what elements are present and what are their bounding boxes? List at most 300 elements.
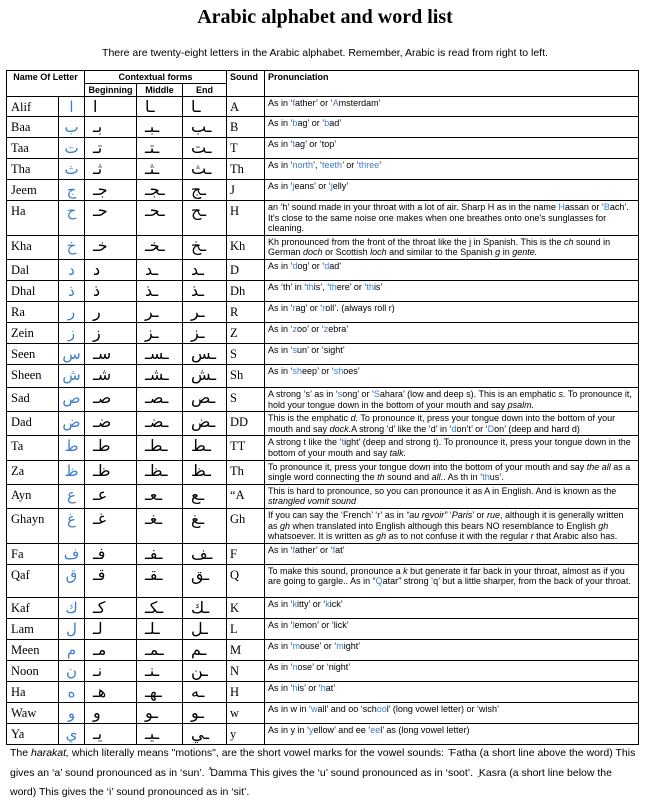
letter-row bbox=[7, 159, 639, 180]
text-segment: As in ‘ bbox=[268, 139, 293, 149]
letter-sound: K bbox=[227, 597, 265, 618]
letter-end-form: ـي bbox=[191, 723, 210, 743]
text-segment: z bbox=[292, 323, 298, 334]
letter-beginning-form: خـ bbox=[93, 235, 108, 255]
text-segment: ight’ bbox=[343, 640, 361, 651]
letter-end-form-cell bbox=[183, 564, 227, 597]
letter-beginning-form: و bbox=[93, 702, 101, 722]
text-segment: A strong t like the ‘ bbox=[268, 437, 342, 448]
letter-row bbox=[7, 723, 639, 744]
text-segment: on’ (deep and hard d) bbox=[494, 423, 580, 434]
letter-end-form: ـز bbox=[191, 322, 205, 342]
letter-beginning-form-cell bbox=[85, 508, 137, 543]
letter-beginning-form-cell bbox=[85, 484, 137, 508]
letter-pronunciation bbox=[265, 702, 639, 723]
text-segment: sound and bbox=[384, 472, 432, 483]
text-segment: or Scottish bbox=[322, 247, 371, 258]
letter-beginning-form: هـ bbox=[93, 681, 107, 701]
letter-beginning-form-cell bbox=[85, 235, 137, 259]
letter-beginning-form: شـ bbox=[93, 364, 112, 384]
letter-row bbox=[7, 201, 639, 236]
letter-sound: J bbox=[227, 180, 265, 201]
text-segment: all’ and oo ‘sch bbox=[317, 703, 377, 714]
text-segment: As in ‘ bbox=[268, 302, 293, 313]
letter-name: Jeem bbox=[7, 180, 59, 201]
text-segment: d. bbox=[350, 413, 359, 424]
text-segment: To pronounce it, press your tongue down into the bottom of your mouth and say bbox=[268, 413, 616, 434]
letter-row bbox=[7, 484, 639, 508]
letter-name: Ya bbox=[7, 723, 59, 744]
text-segment: loch bbox=[370, 247, 387, 258]
letter-isolated-cell bbox=[59, 543, 85, 564]
text-segment: j bbox=[292, 181, 295, 191]
letter-row bbox=[7, 97, 639, 117]
text-segment: As in ‘ bbox=[268, 661, 293, 672]
letter-end-form-cell bbox=[183, 117, 227, 138]
text-segment: ather’ or ‘ bbox=[295, 98, 333, 108]
letter-row bbox=[7, 235, 639, 259]
letter-name: Waw bbox=[7, 702, 59, 723]
letter-isolated: ذ bbox=[68, 281, 75, 300]
letter-end-form: ـو bbox=[191, 702, 204, 722]
letter-middle-form-cell bbox=[137, 159, 183, 180]
text-segment: us’. bbox=[489, 472, 504, 483]
letter-row bbox=[7, 702, 639, 723]
letter-row bbox=[7, 412, 639, 436]
text-segment: ad’ bbox=[329, 118, 342, 128]
text-segment: As in ‘ bbox=[268, 344, 293, 355]
text-segment: As in ‘ bbox=[268, 323, 293, 334]
letter-sound: “A bbox=[227, 484, 265, 508]
letter-end-form: ـح bbox=[191, 201, 207, 220]
letter-name: Noon bbox=[7, 660, 59, 681]
letter-pronunciation bbox=[265, 97, 639, 117]
letter-beginning-form: بـ bbox=[93, 117, 103, 136]
letter-beginning-form-cell bbox=[85, 301, 137, 322]
letter-name: Kaf bbox=[7, 597, 59, 618]
letter-pronunciation bbox=[265, 597, 639, 618]
letter-middle-form-cell bbox=[137, 138, 183, 159]
text-segment: r bbox=[292, 302, 296, 313]
text-segment: ag’ or ‘ bbox=[295, 302, 323, 313]
letter-sound: Kh bbox=[227, 235, 265, 259]
letter-end-form-cell bbox=[183, 280, 227, 301]
text-segment: Q bbox=[375, 576, 383, 587]
letter-beginning-form: ضـ bbox=[93, 412, 112, 432]
letter-pronunciation bbox=[265, 364, 639, 387]
text-segment: ouse’ or ‘ bbox=[300, 640, 337, 651]
text-segment: msterdam’ bbox=[338, 98, 381, 108]
letter-row bbox=[7, 301, 639, 322]
letter-end-form: ـج bbox=[191, 180, 207, 199]
letter-end-form: ـب bbox=[191, 117, 212, 136]
letter-middle-form: ـنـ bbox=[145, 660, 160, 680]
letter-beginning-form-cell bbox=[85, 259, 137, 280]
text-segment: b bbox=[324, 118, 330, 128]
letter-isolated-cell bbox=[59, 117, 85, 138]
letter-row bbox=[7, 387, 639, 411]
letter-middle-form-cell bbox=[137, 364, 183, 387]
letter-end-form-cell bbox=[183, 436, 227, 460]
letter-middle-form-cell bbox=[137, 235, 183, 259]
letter-sound: Th bbox=[227, 460, 265, 484]
text-segment: harakat, bbox=[31, 747, 69, 759]
header-beginning: Beginning bbox=[85, 84, 137, 97]
letter-middle-form-cell bbox=[137, 543, 183, 564]
letter-isolated: د bbox=[68, 260, 75, 279]
letter-isolated: ح bbox=[66, 202, 77, 220]
letter-pronunciation bbox=[265, 564, 639, 597]
letter-sound: F bbox=[227, 543, 265, 564]
letter-middle-form: ـكـ bbox=[145, 597, 164, 617]
text-segment: gh bbox=[598, 520, 609, 531]
text-segment: h bbox=[292, 682, 298, 693]
letter-end-form-cell bbox=[183, 639, 227, 660]
letter-middle-form: ـلـ bbox=[145, 618, 160, 638]
letter-end-form: ـس bbox=[191, 343, 217, 363]
text-segment: ellow’ and ee ‘ bbox=[313, 724, 371, 735]
text-segment: is’, ‘ bbox=[313, 281, 330, 292]
text-segment: ather’ or ‘ bbox=[295, 544, 333, 555]
letter-isolated: ز bbox=[67, 323, 76, 342]
letter-isolated-cell bbox=[59, 180, 85, 201]
text-segment: k bbox=[403, 565, 408, 576]
letter-middle-form-cell bbox=[137, 412, 183, 436]
text-segment: k bbox=[325, 598, 330, 609]
harakat-note bbox=[10, 744, 640, 803]
letter-pronunciation bbox=[265, 280, 639, 301]
letter-name: Meen bbox=[7, 639, 59, 660]
letter-name: Dal bbox=[7, 259, 59, 280]
letter-sound: N bbox=[227, 660, 265, 681]
letter-row bbox=[7, 639, 639, 660]
letter-beginning-form: طـ bbox=[93, 436, 111, 456]
letter-name: Lam bbox=[7, 618, 59, 639]
letter-isolated-cell bbox=[59, 484, 85, 508]
letter-middle-form-cell bbox=[137, 343, 183, 364]
letter-sound: H bbox=[227, 681, 265, 702]
text-segment: as to not confuse it with the regular bbox=[386, 531, 531, 542]
text-segment: D bbox=[487, 423, 495, 434]
letter-isolated-cell bbox=[59, 618, 85, 639]
text-segment: ick’ bbox=[329, 598, 343, 609]
letter-beginning-form-cell bbox=[85, 702, 137, 723]
letter-beginning-form-cell bbox=[85, 117, 137, 138]
letter-isolated-cell bbox=[59, 343, 85, 364]
letter-end-form-cell bbox=[183, 460, 227, 484]
header-end: End bbox=[183, 84, 227, 97]
letter-row bbox=[7, 543, 639, 564]
letter-pronunciation bbox=[265, 639, 639, 660]
text-segment: ad’ bbox=[329, 260, 342, 271]
letter-end-form-cell bbox=[183, 301, 227, 322]
letter-middle-form-cell bbox=[137, 618, 183, 639]
text-segment: As in ‘ bbox=[268, 98, 293, 108]
letter-middle-form-cell bbox=[137, 508, 183, 543]
letter-end-form-cell bbox=[183, 723, 227, 744]
letter-isolated-cell bbox=[59, 97, 85, 117]
text-segment: As in ‘ bbox=[268, 181, 293, 191]
letter-beginning-form-cell bbox=[85, 460, 137, 484]
letter-sound: y bbox=[227, 723, 265, 744]
text-segment: which literally means "motions", are the short vowel marks for the vowel sounds: bbox=[68, 747, 447, 759]
letter-row bbox=[7, 564, 639, 597]
text-segment: th bbox=[377, 472, 385, 483]
letter-beginning-form: لـ bbox=[93, 618, 103, 638]
letter-middle-form-cell bbox=[137, 301, 183, 322]
text-segment: A strong ‘s’ as in ‘ bbox=[268, 388, 338, 399]
letter-end-form: ـش bbox=[191, 364, 217, 384]
text-segment: m bbox=[336, 640, 344, 651]
text-segment: ong’ or ‘ bbox=[342, 388, 374, 399]
letter-middle-form: ـفـ bbox=[145, 543, 163, 563]
letter-isolated: ف bbox=[63, 544, 80, 563]
letter-middle-form: ـبـ bbox=[145, 117, 160, 136]
letter-beginning-form-cell bbox=[85, 387, 137, 411]
letter-middle-form-cell bbox=[137, 564, 183, 597]
letter-name: Sad bbox=[7, 387, 59, 411]
letter-isolated-cell bbox=[59, 201, 85, 236]
letter-sound: Q bbox=[227, 564, 265, 597]
text-segment: A bbox=[332, 98, 339, 108]
text-segment: ose’ or ‘night’ bbox=[297, 661, 351, 672]
letter-end-form-cell bbox=[183, 508, 227, 543]
letter-middle-form-cell bbox=[137, 280, 183, 301]
text-segment: ch bbox=[564, 236, 574, 247]
letter-row bbox=[7, 618, 639, 639]
letter-end-form-cell bbox=[183, 681, 227, 702]
letter-beginning-form-cell bbox=[85, 280, 137, 301]
text-segment: y bbox=[309, 724, 314, 735]
letter-beginning-form-cell bbox=[85, 564, 137, 597]
letter-beginning-form: ظـ bbox=[93, 460, 111, 480]
letter-beginning-form: تـ bbox=[93, 138, 103, 157]
letter-beginning-form: سـ bbox=[93, 343, 112, 363]
text-segment: is’ or ‘ bbox=[297, 682, 321, 693]
text-segment: sh bbox=[333, 365, 344, 376]
letter-isolated-cell bbox=[59, 723, 85, 744]
text-segment: This is the emphatic bbox=[268, 413, 351, 424]
text-segment: Paris bbox=[451, 509, 473, 520]
letter-pronunciation bbox=[265, 138, 639, 159]
text-segment: As in y in ‘ bbox=[268, 724, 310, 735]
letter-name: Baa bbox=[7, 117, 59, 138]
letter-sound: Z bbox=[227, 322, 265, 343]
text-segment: Damma This gives the ‘u’ sound pronounced as in ‘soot’. bbox=[207, 766, 476, 779]
letter-name: Fa bbox=[7, 543, 59, 564]
letter-end-form-cell bbox=[183, 484, 227, 508]
letter-isolated-cell bbox=[59, 301, 85, 322]
text-segment: ag’ or ‘ bbox=[297, 118, 325, 128]
letter-row bbox=[7, 322, 639, 343]
text-segment: B bbox=[603, 202, 610, 212]
letter-pronunciation bbox=[265, 723, 639, 744]
letter-beginning-form: يـ bbox=[93, 723, 103, 743]
letter-middle-form: ـو bbox=[145, 702, 158, 722]
letter-beginning-form: نـ bbox=[93, 660, 103, 680]
letter-end-form: ـا bbox=[191, 97, 201, 116]
letter-sound: A bbox=[227, 97, 265, 117]
text-segment: ’, ‘ bbox=[313, 160, 323, 170]
letter-end-form: ـظ bbox=[191, 460, 211, 480]
letter-middle-form: ـصـ bbox=[145, 387, 169, 407]
text-segment: rue bbox=[486, 509, 500, 520]
text-segment: f bbox=[332, 544, 336, 555]
letter-beginning-form-cell bbox=[85, 723, 137, 744]
letter-row bbox=[7, 364, 639, 387]
letter-middle-form: ـخـ bbox=[145, 235, 165, 255]
letter-end-form: ـغ bbox=[191, 508, 205, 528]
letter-isolated: و bbox=[67, 703, 76, 722]
text-segment: eep’ or ‘ bbox=[302, 365, 334, 376]
text-segment: in bbox=[500, 247, 513, 258]
letter-middle-form-cell bbox=[137, 117, 183, 138]
header-middle: Middle bbox=[137, 84, 183, 97]
letter-beginning-form-cell bbox=[85, 412, 137, 436]
text-segment: whatsoever. It is written as bbox=[268, 531, 377, 542]
letter-isolated-cell bbox=[59, 280, 85, 301]
text-segment: oo’ or ‘ bbox=[297, 323, 324, 334]
letter-isolated-cell bbox=[59, 508, 85, 543]
text-segment: As in ‘ bbox=[268, 544, 293, 555]
letter-middle-form-cell bbox=[137, 97, 183, 117]
text-segment: e bbox=[424, 509, 430, 520]
text-segment: og’ or ‘ bbox=[297, 260, 325, 271]
letter-isolated: ص bbox=[62, 388, 81, 407]
letter-end-form-cell bbox=[183, 660, 227, 681]
text-segment: gh bbox=[376, 531, 387, 542]
letter-pronunciation bbox=[265, 180, 639, 201]
letter-row bbox=[7, 660, 639, 681]
letter-middle-form: ـر bbox=[145, 301, 159, 321]
text-segment: at’ bbox=[325, 682, 336, 693]
text-segment: oes’ bbox=[343, 365, 360, 376]
letter-row bbox=[7, 343, 639, 364]
letter-beginning-form: ر bbox=[93, 301, 101, 321]
letter-sound: H bbox=[227, 201, 265, 236]
letter-middle-form-cell bbox=[137, 681, 183, 702]
letter-end-form: ـخ bbox=[191, 235, 207, 255]
letter-beginning-form-cell bbox=[85, 201, 137, 236]
letter-beginning-form-cell bbox=[85, 180, 137, 201]
letter-isolated-cell bbox=[59, 322, 85, 343]
letter-row bbox=[7, 597, 639, 618]
text-segment: eans’ or ‘ bbox=[294, 181, 331, 191]
letter-pronunciation bbox=[265, 508, 639, 543]
text-segment: atar” strong ‘q’ but a little sharper, from the back of your throat. bbox=[382, 576, 631, 587]
text-segment: H bbox=[558, 202, 565, 212]
text-segment: t bbox=[292, 139, 296, 149]
text-segment: th bbox=[366, 281, 374, 292]
letter-middle-form-cell bbox=[137, 436, 183, 460]
text-segment: k bbox=[292, 598, 298, 609]
letter-name: Kha bbox=[7, 235, 59, 259]
letter-beginning-form-cell bbox=[85, 138, 137, 159]
text-segment: “au r bbox=[406, 509, 425, 520]
text-segment: ’ or ‘ bbox=[342, 160, 359, 170]
text-segment: s bbox=[337, 388, 343, 399]
text-segment: w bbox=[311, 703, 318, 714]
letter-row bbox=[7, 681, 639, 702]
letter-beginning-form: ثـ bbox=[93, 159, 103, 178]
text-segment: that Arabic also has. bbox=[533, 531, 618, 542]
text-segment: gh bbox=[280, 520, 291, 531]
letter-middle-form-cell bbox=[137, 460, 183, 484]
letter-pronunciation bbox=[265, 159, 639, 180]
text-segment: As in ‘ bbox=[268, 640, 293, 651]
letter-middle-form: ـطـ bbox=[145, 436, 168, 456]
letter-beginning-form: مـ bbox=[93, 639, 107, 659]
text-segment: ee bbox=[370, 724, 381, 735]
text-segment: as a single word connecting the bbox=[268, 461, 631, 483]
text-segment: t bbox=[341, 437, 345, 448]
letter-middle-form: ـظـ bbox=[145, 460, 168, 480]
letter-sound: w bbox=[227, 702, 265, 723]
text-segment: As ‘th’ in ‘ bbox=[268, 281, 307, 292]
text-segment: n bbox=[292, 661, 298, 672]
text-segment: .. As th in ‘ bbox=[440, 472, 483, 483]
letter-beginning-form-cell bbox=[85, 97, 137, 117]
text-segment: To pronounce it, hold your tongue down in the bottom of your mouth and say bbox=[268, 388, 632, 410]
letter-beginning-form-cell bbox=[85, 436, 137, 460]
text-segment: sound in German bbox=[268, 236, 611, 258]
letter-middle-form-cell bbox=[137, 387, 183, 411]
letter-pronunciation bbox=[265, 387, 639, 411]
letter-middle-form: ـثـ bbox=[145, 159, 160, 178]
text-segment: Kh pronounced from the front of the throat like the j in Spanish. This is the bbox=[268, 236, 565, 247]
text-segment: s. bbox=[558, 388, 566, 399]
letter-isolated: ه bbox=[67, 682, 76, 701]
text-segment: but generate it far back in your throat, almost as if you are going to gargle.. As in “ bbox=[268, 565, 625, 587]
letter-isolated: ت bbox=[64, 139, 79, 157]
letter-pronunciation bbox=[265, 235, 639, 259]
text-segment: Kasra (a short line below the word) This gives the ‘i’ sound pronounced as in ‘sit’. bbox=[10, 766, 612, 798]
letter-end-form-cell bbox=[183, 235, 227, 259]
letter-end-form-cell bbox=[183, 543, 227, 564]
letter-isolated-cell bbox=[59, 639, 85, 660]
letter-beginning-form-cell bbox=[85, 322, 137, 343]
letter-sound: D bbox=[227, 259, 265, 280]
letter-isolated-cell bbox=[59, 460, 85, 484]
text-segment: three bbox=[358, 160, 380, 170]
letter-isolated: ط bbox=[64, 437, 79, 456]
letter-middle-form: ـيـ bbox=[145, 723, 160, 743]
letter-middle-form: ـجـ bbox=[145, 180, 165, 199]
text-segment: voir” bbox=[429, 509, 448, 520]
letter-row bbox=[7, 259, 639, 280]
text-segment: To make this sound, pronounce a bbox=[268, 565, 404, 576]
text-segment: ’ bbox=[379, 160, 382, 170]
letter-isolated-cell bbox=[59, 660, 85, 681]
text-segment: As in ‘ bbox=[268, 365, 293, 376]
letter-middle-form: ـذ bbox=[145, 280, 159, 300]
header-contextual-forms: Contextual forms bbox=[85, 71, 227, 84]
letter-end-form: ـق bbox=[191, 564, 210, 584]
text-segment: S bbox=[373, 388, 380, 399]
text-segment: teeth bbox=[322, 160, 343, 170]
letter-name: Ha bbox=[7, 201, 59, 236]
letter-middle-form: ـعـ bbox=[145, 484, 163, 504]
text-segment: oo bbox=[376, 703, 387, 714]
letter-isolated: ع bbox=[67, 485, 76, 504]
text-segment: f bbox=[292, 98, 296, 108]
letter-middle-form-cell bbox=[137, 322, 183, 343]
text-segment: itty’ or ‘ bbox=[297, 598, 326, 609]
letter-middle-form: ـغـ bbox=[145, 508, 163, 528]
letter-end-form-cell bbox=[183, 387, 227, 411]
letter-beginning-form: د bbox=[93, 259, 101, 279]
letter-middle-form-cell bbox=[137, 723, 183, 744]
